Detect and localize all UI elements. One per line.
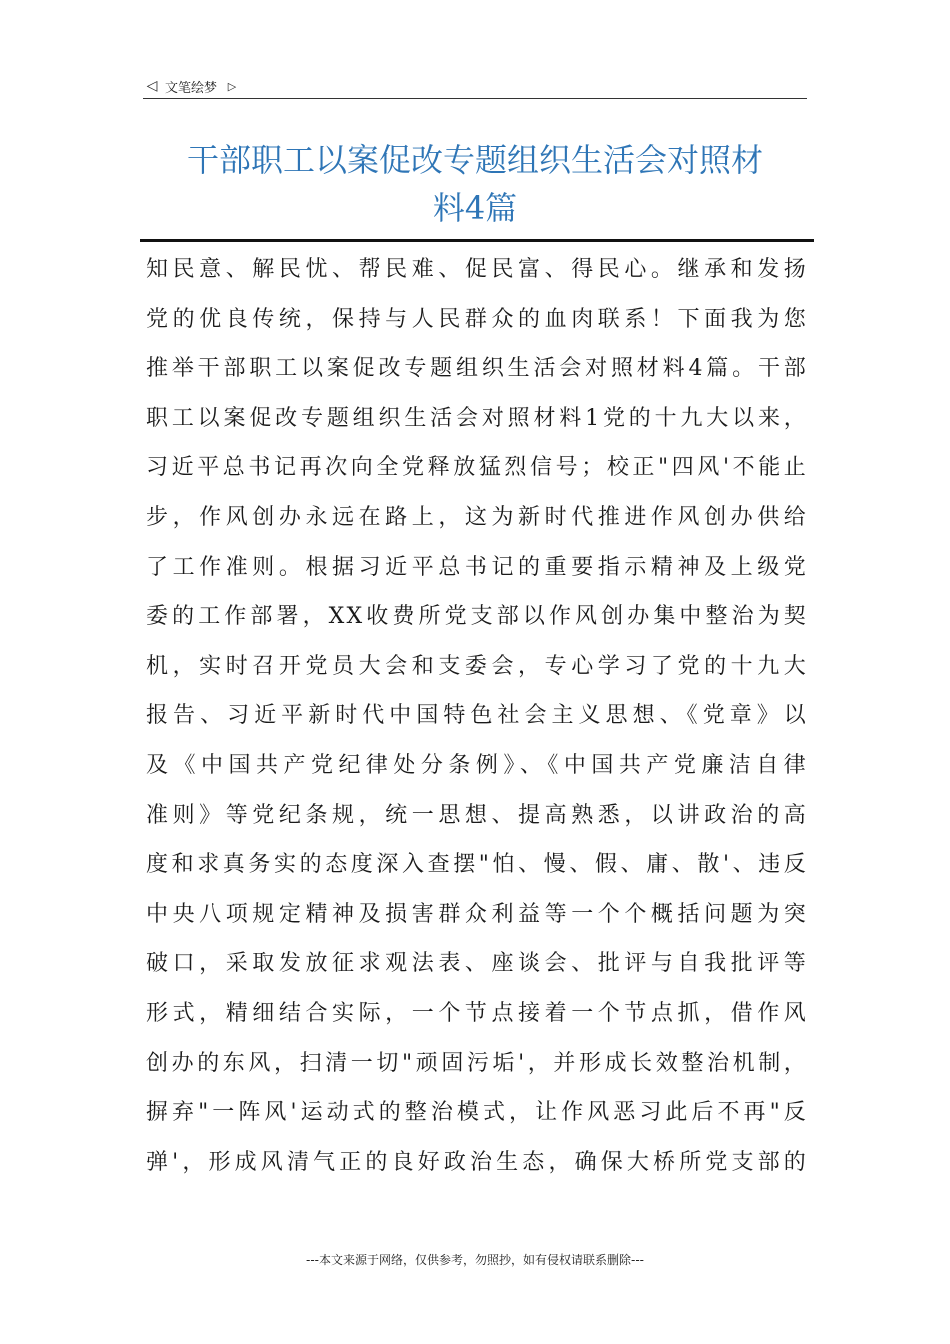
body-line: 度和求真务实的态度深入查摆"怕、慢、假、庸、散'、违反 bbox=[146, 852, 808, 878]
body-line: 弹'，形成风清气正的良好政治生态，确保大桥所党支部的 bbox=[146, 1149, 808, 1175]
header-brand: 文笔绘梦 bbox=[165, 80, 218, 96]
body-text bbox=[146, 245, 808, 1187]
body-line: 机，实时召开党员大会和支委会，专心学习了党的十九大 bbox=[146, 653, 808, 679]
body-line: 步，作风创办永远在路上，这为新时代推进作风创办供给 bbox=[146, 504, 808, 530]
body-line: 准则》等党纪条规，统一思想、提高熟悉，以讲政治的高 bbox=[146, 802, 808, 828]
body-line: 习近平总书记再次向全党释放猛烈信号；校正"四风'不能止 bbox=[146, 455, 808, 481]
body-line: 中央八项规定精神及损害群众利益等一个个概括问题为突 bbox=[146, 901, 808, 927]
title-line-2: 料4篇 bbox=[432, 189, 518, 227]
title-divider bbox=[140, 239, 814, 242]
document-title bbox=[140, 136, 810, 232]
body-line: 职工以案促改专题组织生活会对照材料1党的十九大以来， bbox=[146, 405, 808, 431]
body-line: 破口，采取发放征求观法表、座谈会、批评与自我批评等 bbox=[146, 951, 808, 977]
triangle-left-icon: ◁ bbox=[146, 78, 158, 94]
body-line: 及《中国共产党纪律处分条例》、《中国共产党廉洁自律 bbox=[146, 752, 808, 778]
body-line: 报告、习近平新时代中国特色社会主义思想、《党章》以 bbox=[146, 703, 808, 729]
triangle-right-icon: ▷ bbox=[227, 79, 237, 93]
body-line: 委的工作部署，XX收费所党支部以作风创办集中整治为契 bbox=[146, 604, 808, 630]
body-line: 党的优良传统，保持与人民群众的血肉联系！下面我为您 bbox=[146, 306, 808, 332]
body-line: 摒弃"一阵风'运动式的整治模式，让作风恶习此后不再"反 bbox=[146, 1100, 808, 1126]
body-line: 了工作准则。根据习近平总书记的重要指示精神及上级党 bbox=[146, 554, 808, 580]
title-line-1: 干部职工以案促改专题组织生活会对照材 bbox=[186, 141, 763, 179]
body-line: 推举干部职工以案促改专题组织生活会对照材料4篇。干部 bbox=[146, 356, 808, 382]
body-line: 创办的东风，扫清一切"顽固污垢'，并形成长效整治机制， bbox=[146, 1050, 808, 1076]
body-line: 形式，精细结合实际，一个节点接着一个节点抓，借作风 bbox=[146, 1000, 808, 1026]
body-line: 知民意、解民忧、帮民难、促民富、得民心。继承和发扬 bbox=[146, 257, 808, 282]
header-divider bbox=[143, 98, 807, 99]
document-header bbox=[145, 74, 807, 98]
footer-disclaimer: ---本文来源于网络，仅供参考，勿照抄，如有侵权请联系删除--- bbox=[306, 1253, 644, 1267]
